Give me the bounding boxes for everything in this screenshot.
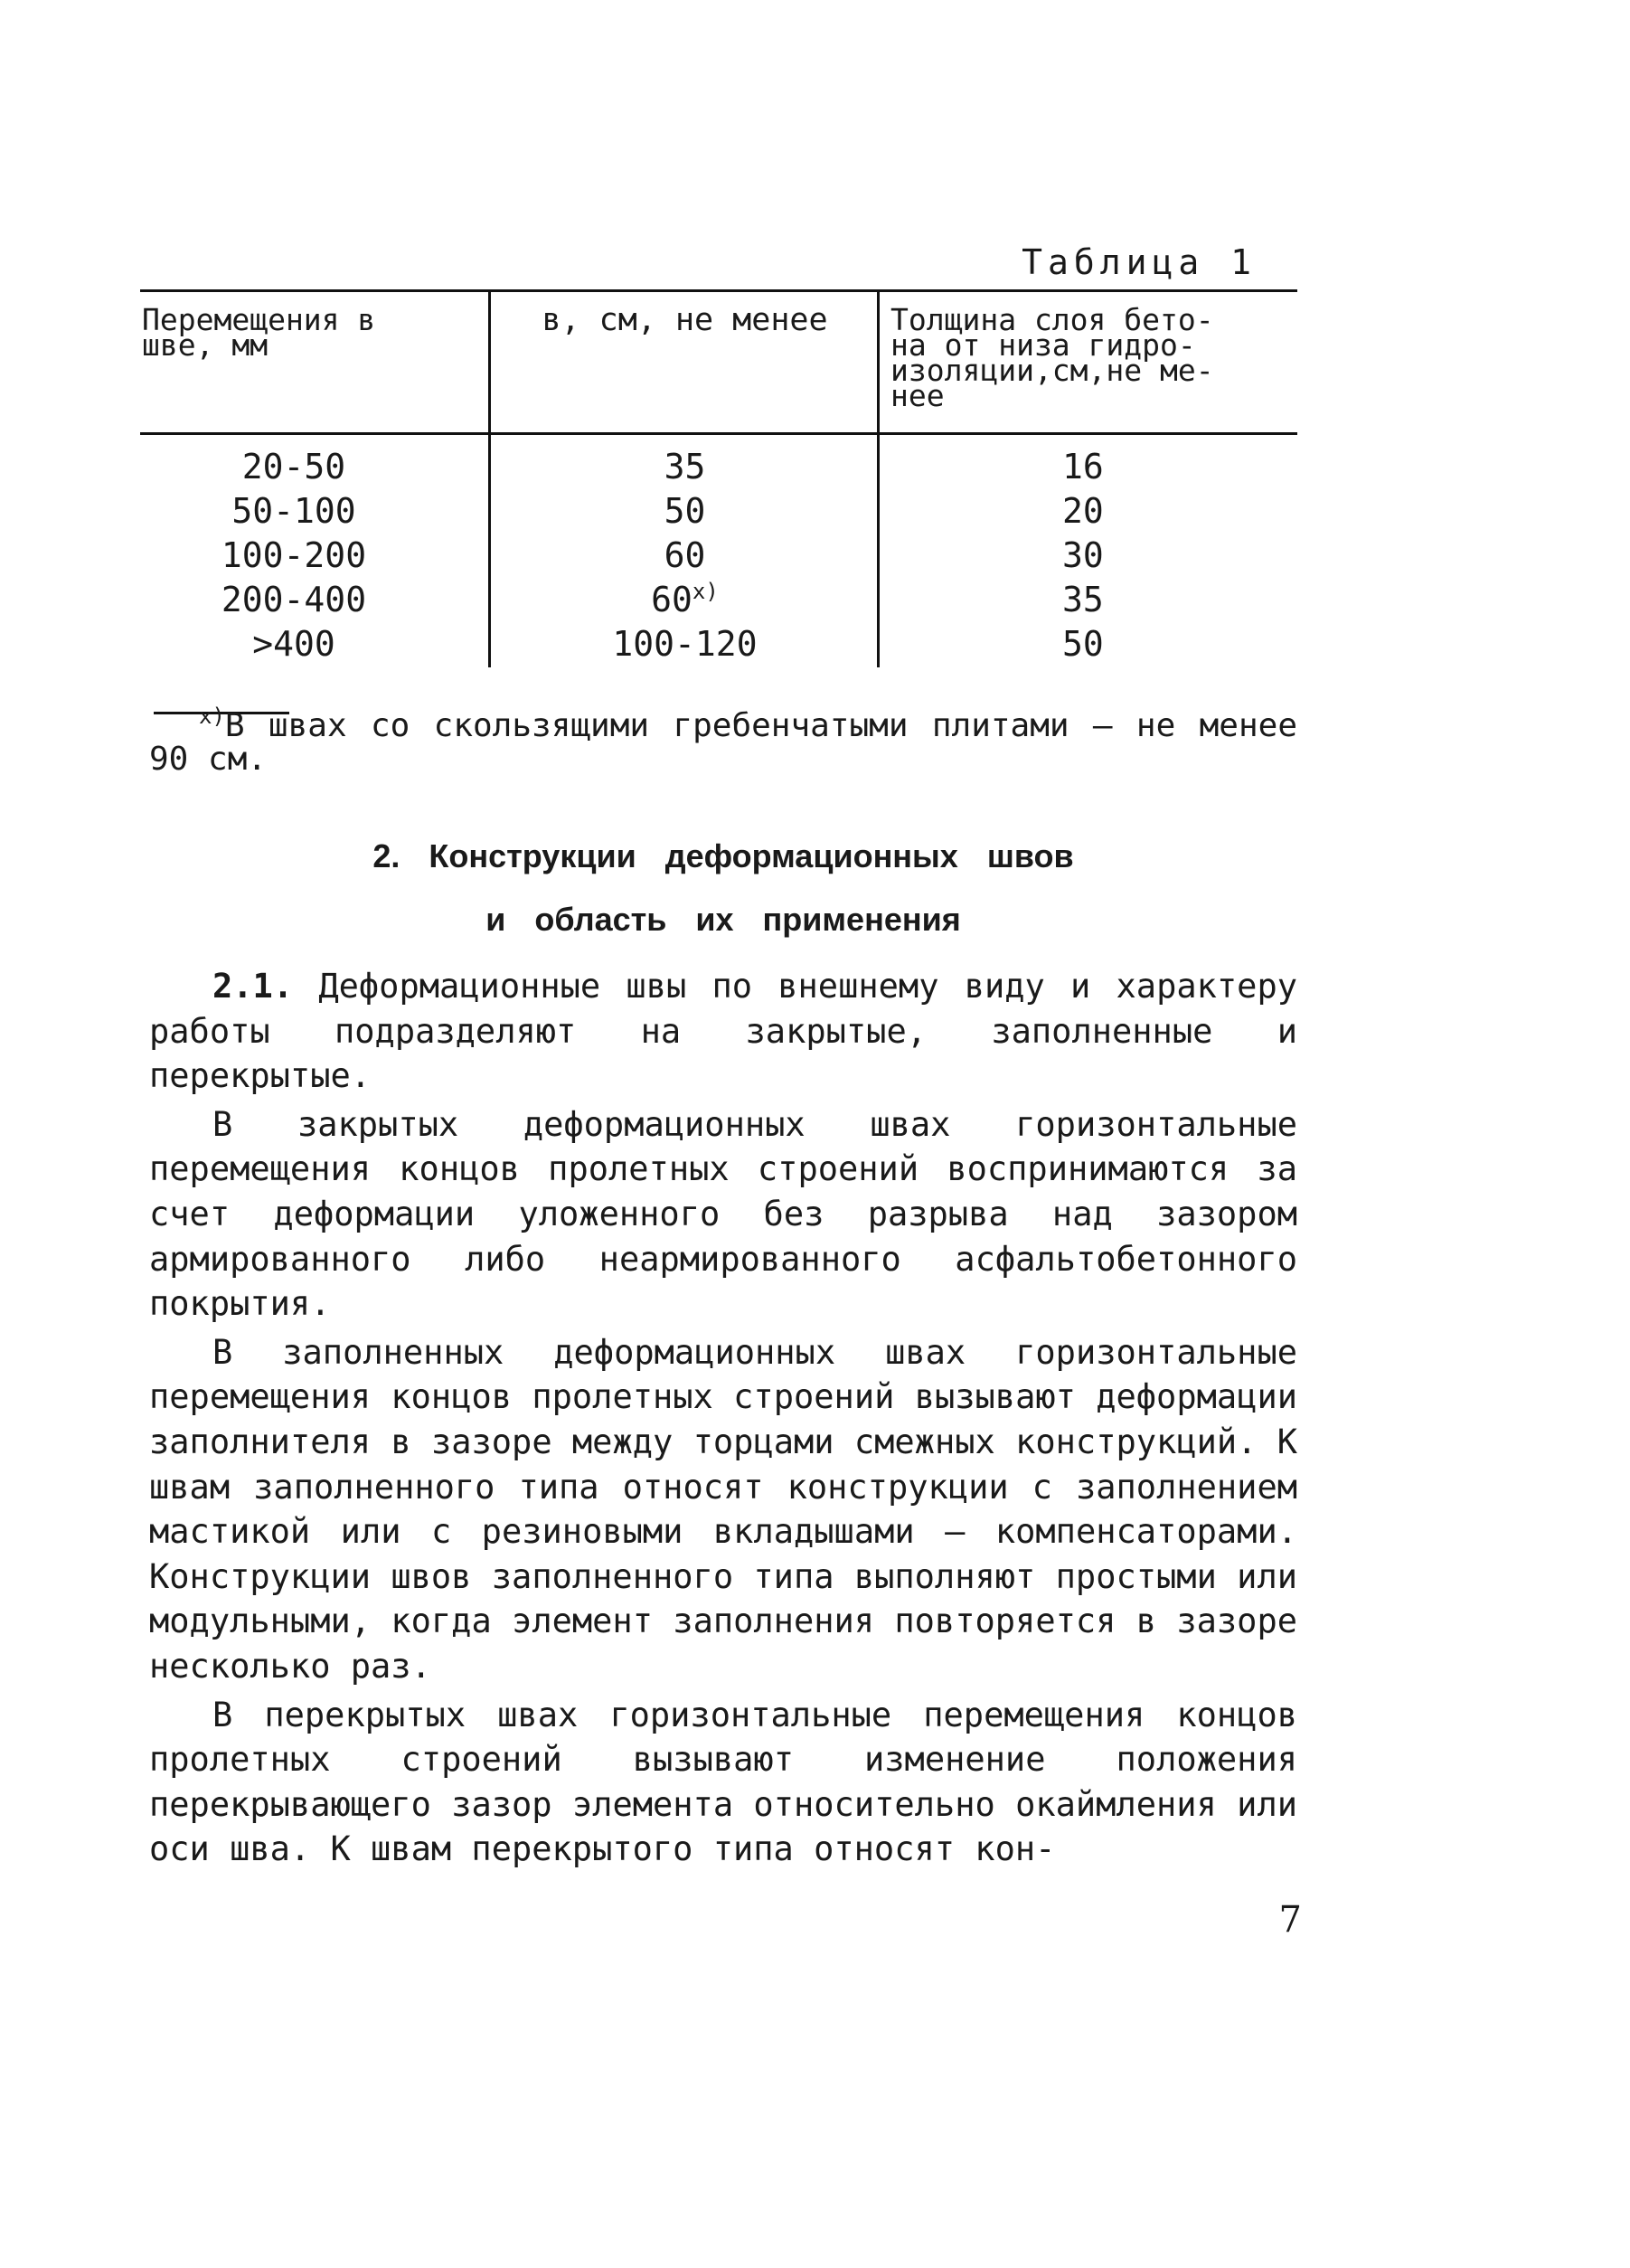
- paragraph: [149, 1693, 1297, 1872]
- table-cell: 200-400: [221, 580, 367, 619]
- cell-value: 50: [664, 491, 706, 531]
- cell-value: 100-120: [612, 624, 758, 664]
- header-line: на от низа гидро-: [890, 327, 1196, 363]
- table-cell: 35: [1062, 580, 1104, 619]
- page-number: 7: [1278, 1899, 1302, 1941]
- table-cell: >400: [252, 624, 335, 664]
- footnote-marker: x): [199, 704, 225, 729]
- header-displacement: [142, 302, 481, 363]
- table-footnote: [149, 704, 1297, 778]
- paragraph-text: В заполненных деформационных швах горизонтальные перемещения концов пролетных строений вызывают деформации заполнителя в зазоре между торцами смежных конструкций. К швам заполненного типа относят конструкции с заполнением мастикой или с резиновыми вкладышами – компенсаторами. Конструкции швов заполненного типа выполняют простыми или модульными, когда элемент заполнения повторяется в зазоре несколько раз.: [149, 1332, 1297, 1686]
- footnote-text: В швах со скользящими гребенчатыми плитами – не менее 90 см.: [149, 707, 1297, 778]
- table-cell: 20: [1062, 491, 1104, 531]
- footnote-marker: x): [692, 579, 719, 604]
- column-concrete-thickness: [881, 445, 1297, 666]
- header-concrete-thickness: [890, 302, 1297, 413]
- cell-value: 35: [664, 447, 706, 487]
- column-displacement: [140, 445, 448, 666]
- table-cell: [493, 578, 877, 622]
- paragraph: [149, 1330, 1297, 1689]
- body-text: [149, 964, 1297, 1872]
- header-width-b: [497, 302, 872, 338]
- section-heading: [149, 837, 1297, 875]
- header-line: в, см, не менее: [542, 302, 828, 338]
- paragraph-text: В перекрытых швах горизонтальные перемещения концов пролетных строений вызывают изменение положения перекрывающего зазор элемента относительно окаймления или оси шва. К швам перекрытого типа относят кон-: [149, 1695, 1297, 1869]
- header-line: Перемещения в: [142, 302, 376, 337]
- table-cell: 100-200: [221, 535, 367, 575]
- header-line: шве, мм: [142, 327, 269, 363]
- column-width-b: [493, 445, 877, 666]
- table-header-rule: [140, 432, 1297, 435]
- section-heading-continued: [149, 901, 1297, 939]
- clause-number: 2.1.: [212, 967, 294, 1006]
- section-title: Конструкции деформационных швов: [429, 837, 1074, 874]
- cell-value: 60: [664, 535, 706, 575]
- table-column-divider: [488, 291, 491, 667]
- header-line: нее: [890, 378, 945, 413]
- paragraph: [149, 964, 1297, 1099]
- table-cell: [493, 622, 877, 666]
- table-cell: [493, 489, 877, 534]
- header-line: Толщина слоя бето-: [890, 302, 1214, 337]
- table-cell: 30: [1062, 535, 1104, 575]
- table-column-divider: [877, 291, 880, 667]
- table-cell: 16: [1062, 447, 1104, 487]
- cell-value: 60: [651, 580, 693, 619]
- table-cell: 50-100: [231, 491, 356, 531]
- table-caption: Таблица 1: [1022, 242, 1257, 282]
- table-top-rule: [140, 289, 1297, 292]
- paragraph-text: Деформационные швы по внешнему виду и характеру работы подразделяют на закрытые, заполненные и перекрытые.: [149, 967, 1298, 1096]
- header-line: изоляции,см,не ме-: [890, 353, 1214, 388]
- table-cell: [493, 445, 877, 489]
- section-number: 2.: [372, 837, 400, 874]
- paragraph: [149, 1102, 1297, 1327]
- table-cell: 20-50: [241, 447, 346, 487]
- table-cell: [493, 534, 877, 578]
- section-title: и область их применения: [485, 901, 961, 938]
- paragraph-text: В закрытых деформационных швах горизонтальные перемещения концов пролетных строений воспринимаются за счет деформации уложенного без разрыва над зазором армированного либо неармированного асфальтобетонного покрытия.: [149, 1104, 1297, 1324]
- table-cell: 50: [1062, 624, 1104, 664]
